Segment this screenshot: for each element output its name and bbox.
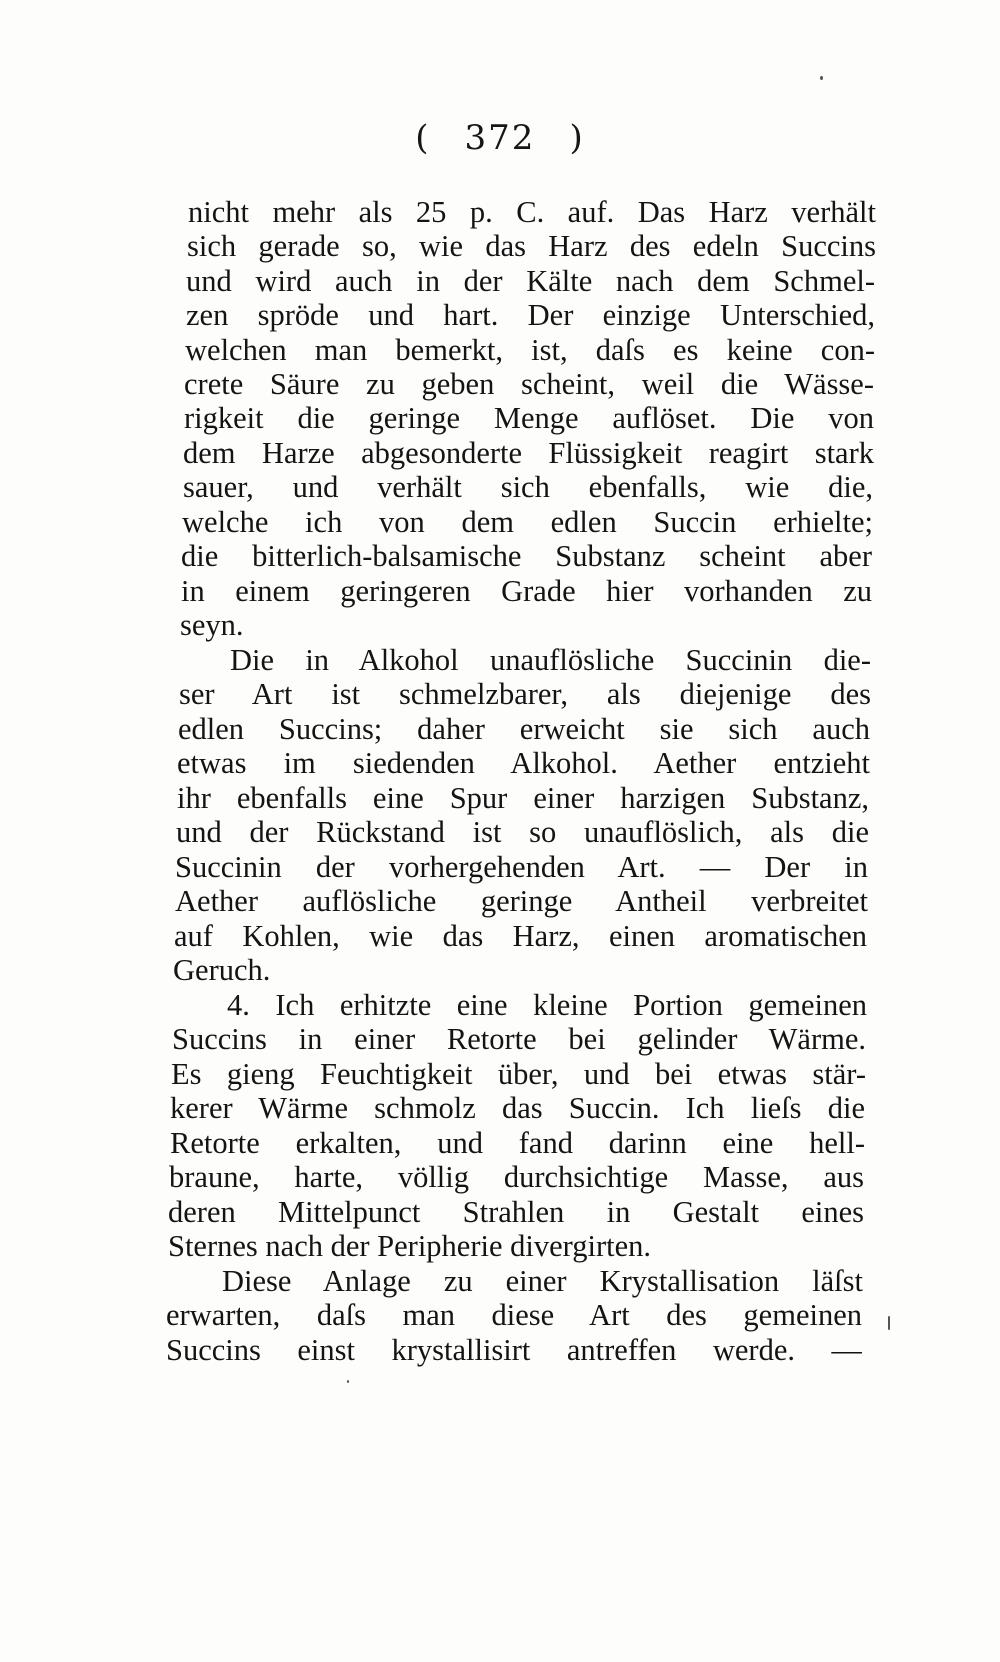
- text-line: auf Kohlen, wie das Harz, einen aromatischen: [174, 919, 867, 953]
- text-line: 4. Ich erhitzte eine kleine Portion gemeinen: [227, 988, 867, 1022]
- text-line: Succins in einer Retorte bei gelinder Wärme.: [172, 1022, 866, 1056]
- text-line: ser Art ist schmelzbarer, als diejenige des: [179, 677, 871, 711]
- text-line: edlen Succins; daher erweicht sie sich auch: [178, 712, 870, 746]
- text-line: und wird auch in der Kälte nach dem Schmel-: [186, 264, 875, 298]
- page-number-close-paren: ): [569, 118, 585, 158]
- paper-speck: [888, 1316, 890, 1330]
- text-line: und der Rückstand ist so unauflöslich, als die: [176, 815, 869, 849]
- text-line: ihr ebenfalls eine Spur einer harzigen Substanz,: [177, 781, 869, 815]
- text-line: Aether auflösliche geringe Antheil verbreitet: [175, 884, 868, 918]
- text-line: kerer Wärme schmolz das Succin. Ich lieſs die: [170, 1091, 865, 1125]
- text-line: in einem geringeren Grade hier vorhanden zu: [181, 574, 872, 608]
- text-line: sauer, und verhält sich ebenfalls, wie die,: [183, 470, 873, 504]
- text-line: die bitterlich-balsamische Substanz scheint aber: [181, 539, 872, 573]
- text-line: welche ich von dem edlen Succin erhielte;: [182, 505, 873, 539]
- text-line: seyn.: [180, 608, 244, 642]
- text-line: Sternes nach der Peripherie divergirten.: [168, 1229, 652, 1263]
- text-line: braune, harte, völlig durchsichtige Masse, aus: [169, 1160, 864, 1194]
- text-line: zen spröde und hart. Der einzige Unterschied,: [186, 298, 875, 332]
- text-line: Es gieng Feuchtigkeit über, und bei etwas stär-: [171, 1057, 866, 1091]
- text-line: rigkeit die geringe Menge auflöset. Die von: [184, 401, 874, 435]
- text-line: welchen man bemerkt, ist, daſs es keine con-: [185, 333, 875, 367]
- text-line: Geruch.: [173, 953, 271, 987]
- text-line: etwas im siedenden Alkohol. Aether entzieht: [177, 746, 870, 780]
- text-line: Diese Anlage zu einer Krystallisation läſst: [222, 1264, 863, 1298]
- text-line: erwarten, daſs man diese Art des gemeinen: [166, 1298, 862, 1332]
- text-line: Die in Alkohol unauflösliche Succinin die-: [230, 643, 871, 677]
- page-number-open-paren: (: [415, 118, 431, 158]
- text-line: nicht mehr als 25 p. C. auf. Das Harz verhält: [188, 195, 876, 229]
- text-line: Retorte erkalten, und fand darinn eine hell-: [170, 1126, 865, 1160]
- page-number-value: 372: [464, 118, 536, 158]
- paper-speck: [347, 1380, 349, 1383]
- text-line: Succinin der vorhergehenden Art. — Der in: [175, 850, 868, 884]
- text-line: deren Mittelpunct Strahlen in Gestalt eines: [168, 1195, 864, 1229]
- text-line: dem Harze abgesonderte Flüssigkeit reagirt stark: [183, 436, 874, 470]
- text-line: Succins einst krystallisirt antreffen werde. —: [166, 1333, 862, 1367]
- text-line: sich gerade so, wie das Harz des edeln Succins: [187, 229, 876, 263]
- paper-speck: [820, 76, 823, 80]
- text-line: crete Säure zu geben scheint, weil die Wässe-: [184, 367, 874, 401]
